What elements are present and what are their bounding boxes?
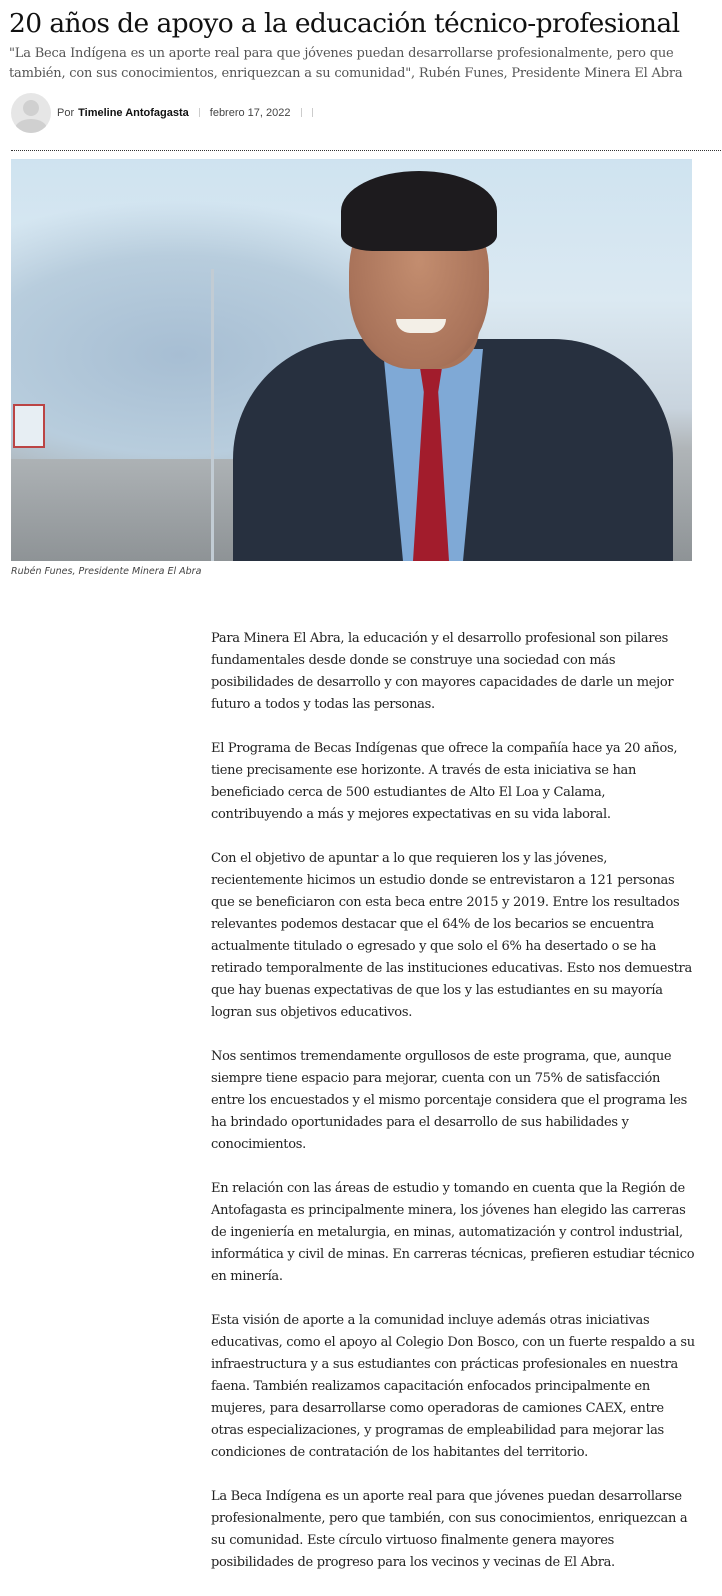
avatar-head-shape <box>23 100 39 116</box>
avatar-shoulders-shape <box>15 119 47 133</box>
article-body <box>211 628 696 1596</box>
byline-separator <box>312 108 313 117</box>
byline-prefix: Por <box>57 106 75 119</box>
publish-date: febrero 17, 2022 <box>209 106 291 119</box>
article-subtitle: "La Beca Indígena es un aporte real para que jóvenes puedan desarrollarse profesionalmente, pero que también, con sus conocimientos, enriquezcan a su comunidad", Rubén Funes, Presidente Minera El Abra <box>9 46 683 81</box>
byline <box>11 92 323 133</box>
featured-image <box>11 159 692 561</box>
photo-light-pole <box>211 269 214 561</box>
image-caption: Rubén Funes, Presidente Minera El Abra <box>11 566 202 577</box>
article-paragraph: La Beca Indígena es un aporte real para que jóvenes puedan desarrollarse profesionalmente, pero que también, con sus conocimientos, enriquezcan a su comunidad. Este círculo virtuoso finalmente genera mayores posibilidades de progreso para los vecinos y vecinas de El Abra. <box>211 1489 688 1570</box>
article-paragraph: El Programa de Becas Indígenas que ofrece la compañía hace ya 20 años, tiene precisamente ese horizonte. A través de esta iniciativa se han beneficiado cerca de 500 estudiantes de Alto El Loa y Calama, contribuyendo a más y mejores expectativas en su vida laboral. <box>211 741 678 822</box>
photo-hair <box>341 171 497 251</box>
article-paragraph: Con el objetivo de apuntar a lo que requieren los y las jóvenes, recientemente hicimos un estudio donde se entrevistaron a 121 personas que se beneficiaron con esta beca entre 2015 y 2019. Entre los resultados relevantes podemos destacar que el 64% de los becarios se encuentra actualmente titulado o egresado y que solo el 6% ha desertado o se ha retirado temporalmente de las instituciones educativas. Esto nos demuestra que hay buenas expectativas de que los y las estudiantes en su mayoría logran sus objetivos educativos. <box>211 851 692 1020</box>
photo-smile <box>396 319 446 333</box>
header-divider <box>11 150 721 151</box>
article-paragraph: Para Minera El Abra, la educación y el desarrollo profesional son pilares fundamentales desde donde se construye una sociedad con más posibilidades de desarrollo y con mayores capacidades de darle un mejor futuro a todos y todas las personas. <box>211 631 674 712</box>
article-paragraph: En relación con las áreas de estudio y tomando en cuenta que la Región de Antofagasta es principalmente minera, los jóvenes han elegido las carreras de ingeniería en metalurgia, en minas, automatización y control industrial, informática y civil de minas. En carreras técnicas, prefieren estudiar técnico en minería. <box>211 1181 695 1284</box>
author-avatar[interactable] <box>11 93 51 133</box>
byline-separator <box>301 108 302 117</box>
byline-separator <box>199 108 200 117</box>
article-title: 20 años de apoyo a la educación técnico-profesional <box>9 8 680 39</box>
article-paragraph: Esta visión de aporte a la comunidad incluye además otras iniciativas educativas, como el apoyo al Colegio Don Bosco, con un fuerte respaldo a su infraestructura y a sus estudiantes con prácticas profesionales en nuestra faena. También realizamos capacitación enfocados principalmente en mujeres, para desarrollarse como operadoras de camiones CAEX, entre otras especializaciones, y programas de empleabilidad para mejorar las condiciones de contratación de los habitantes del territorio. <box>211 1313 695 1460</box>
article-paragraph: Nos sentimos tremendamente orgullosos de este programa, que, aunque siempre tiene espacio para mejorar, cuenta con un 75% de satisfacción entre los encuestados y el mismo porcentaje considera que el programa les ha brindado oportunidades para el desarrollo de sus habilidades y conocimientos. <box>211 1049 687 1152</box>
author-link[interactable]: Timeline Antofagasta <box>78 106 189 119</box>
photo-road-sign <box>13 404 45 448</box>
